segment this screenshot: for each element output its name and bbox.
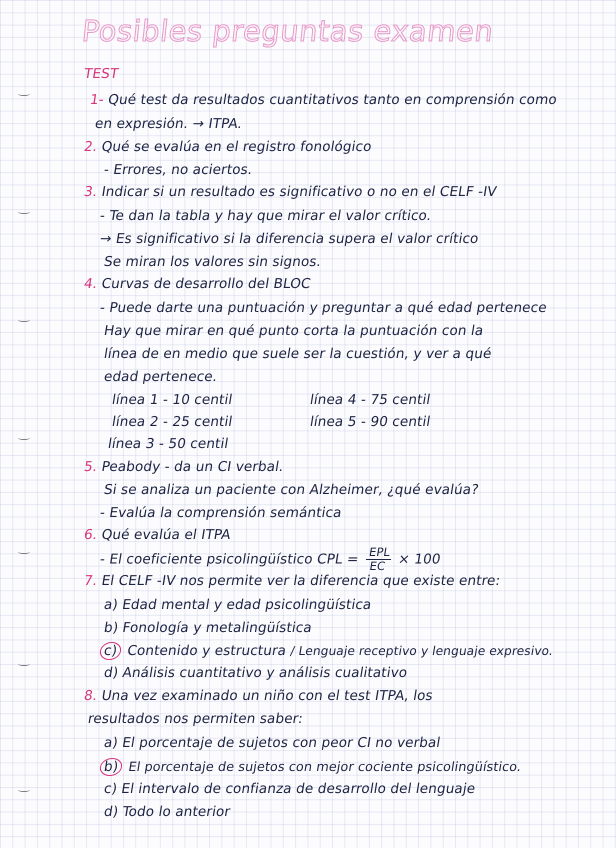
answer-4-line-2: Hay que mirar en qué punto corta la puntuación con la <box>102 323 485 339</box>
question-text: El CELF -IV nos permite ver la diferencia que existe entre: <box>100 573 502 589</box>
section-label: TEST <box>82 66 120 82</box>
answer-5-line-2: - Evalúa la comprensión semántica <box>98 505 343 521</box>
question-2 <box>83 139 373 155</box>
question-8-line-2: resultados nos permiten saber: <box>86 711 305 727</box>
question-number: 8. <box>82 688 99 704</box>
answer-3-line-1: - Te dan la tabla y hay que mirar el valor crítico. <box>98 208 433 224</box>
line-legend-1: línea 1 - 10 centil <box>110 392 234 408</box>
question-number: 1- <box>88 92 106 108</box>
formula-multiplier: × 100 <box>397 551 442 568</box>
option-8a: a) El porcentaje de sujetos con peor CI no verbal <box>102 735 442 751</box>
line-legend-3: línea 3 - 50 centil <box>106 436 230 452</box>
question-5 <box>83 459 285 475</box>
option-note: / Lenguaje receptivo y lenguaje expresivo. <box>289 644 555 658</box>
option-7a: a) Edad mental y edad psicolingüística <box>102 597 373 613</box>
question-1 <box>89 92 558 108</box>
question-number: 3. <box>82 184 99 200</box>
option-7d: d) Análisis cuantitativo y análisis cualitativo <box>102 665 409 681</box>
question-number: 4. <box>82 276 99 292</box>
question-number: 7. <box>82 573 99 589</box>
answer-4-line-4: edad pertenece. <box>102 369 219 385</box>
question-8 <box>83 688 434 704</box>
option-text: Contenido y estructura <box>126 643 288 659</box>
fraction-denominator: EC <box>368 559 387 573</box>
formula-label: - El coeficiente psicolingüístico CPL = <box>98 551 360 568</box>
fraction-numerator: EPL <box>366 546 393 560</box>
formula-fraction <box>364 546 393 573</box>
option-8c: c) El intervalo de confianza de desarrollo del lenguaje <box>102 781 477 797</box>
option-8d: d) Todo lo anterior <box>102 804 232 820</box>
answer-6 <box>98 546 443 573</box>
answer-3-line-2: → Es significativo si la diferencia supera el valor crítico <box>98 231 480 247</box>
question-7 <box>83 573 502 589</box>
question-text: Qué test da resultados cuantitativos tanto en comprensión como <box>106 92 559 108</box>
answer-4-line-3: línea de en medio que suele ser la cuestión, y ver a qué <box>102 346 493 362</box>
page-title: Posibles preguntas examen <box>80 14 496 48</box>
option-7c <box>99 642 555 660</box>
answer-2: - Errores, no aciertos. <box>102 162 254 178</box>
line-legend-4: línea 4 - 75 centil <box>308 392 432 408</box>
question-6 <box>83 527 232 543</box>
answer-4-line-1: - Puede darte una puntuación y preguntar a qué edad pertenece <box>98 300 548 316</box>
question-number: 2. <box>82 139 99 155</box>
line-legend-2: línea 2 - 25 centil <box>110 414 234 430</box>
question-text: Una vez examinado un niño con el test ITPA, los <box>100 688 434 704</box>
question-text: Qué evalúa el ITPA <box>100 527 232 543</box>
question-text: Curvas de desarrollo del BLOC <box>100 276 312 292</box>
option-text: El porcentaje de sujetos con mejor cociente psicolingüístico. <box>127 760 523 775</box>
selected-answer-marker: b) <box>99 758 124 776</box>
line-legend-5: línea 5 - 90 centil <box>308 414 432 430</box>
question-text: Indicar si un resultado es significativo o no en el CELF -IV <box>100 184 498 200</box>
answer-1: en expresión. → ITPA. <box>93 116 244 132</box>
question-text: Peabody - da un CI verbal. <box>100 459 285 475</box>
question-text: Qué se evalúa en el registro fonológico <box>100 139 373 155</box>
question-4 <box>83 276 312 292</box>
question-3 <box>83 184 498 200</box>
question-number: 6. <box>82 527 99 543</box>
answer-3-line-3: Se miran los valores sin signos. <box>102 254 323 270</box>
selected-answer-marker: c) <box>99 642 123 660</box>
question-number: 5. <box>82 459 99 475</box>
option-7b: b) Fonología y metalingüística <box>102 620 314 636</box>
answer-5-line-1: Si se analiza un paciente con Alzheimer, ¿qué evalúa? <box>102 482 480 498</box>
option-8b <box>99 758 523 776</box>
